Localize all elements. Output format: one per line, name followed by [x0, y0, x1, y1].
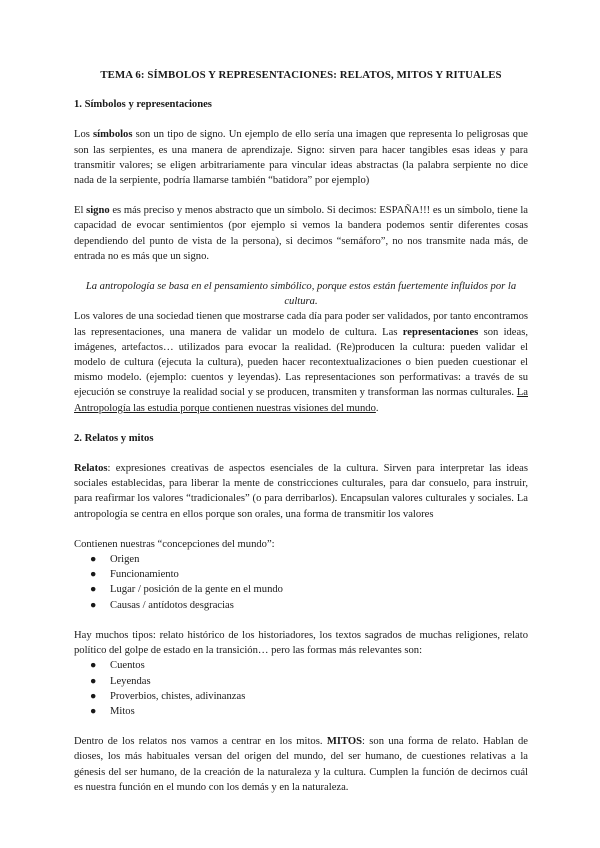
list-item-text: Origen — [110, 554, 140, 566]
paragraph-text: Los valores de una sociedad tienen que mostrarse cada día para poder ser validados, por tanto encontramos las representaciones, una manera de validar un modelo de cultura. Las — [74, 311, 528, 338]
section-heading-simbolos: 1. Símbolos y representaciones — [74, 99, 212, 111]
paragraph-mitos — [74, 734, 528, 795]
page-title: TEMA 6: SÍMBOLOS Y REPRESENTACIONES: RELATOS, MITOS Y RITUALES — [100, 69, 502, 81]
underlined-statement: La Antropología las estudia porque contienen nuestras visiones del mundo — [74, 387, 528, 414]
paragraph-text: : expresiones creativas de aspectos esenciales de la cultura. Sirven para interpretar las ideas sociales establecidas, para liberar la mente de constricciones culturales, para dar consuelo, para instruir, para reafirmar los valores “tradicionales” (o para derribarlos). Encapsulan valores culturales y sociales. La antropología se centra en ellos porque son orales, una forma de transmitir los valores — [74, 463, 528, 520]
paragraph-text: El — [74, 205, 87, 217]
paragraph-text: es más preciso y menos abstracto que un símbolo. Si decimos: ESPAÑA!!! es un símbolo, tiene la capacidad de evocar sentimientos (por ejemplo si vemos la bandera podemos sentir diferentes cosas dependiendo del punto de vista de la persona), si decimos “semáforo”, no nos transmite nada más, de entrada no es más que un signo. — [74, 205, 528, 262]
list-item — [74, 704, 528, 719]
list-item-text: Funcionamiento — [110, 569, 179, 581]
bullet-icon: ● — [90, 675, 97, 687]
list-item-text: Lugar / posición de la gente en el mundo — [110, 584, 283, 596]
bullet-icon: ● — [90, 554, 97, 566]
list-item — [74, 658, 528, 673]
paragraph-relatos — [74, 461, 528, 522]
list-item-text: Leyendas — [110, 675, 151, 687]
paragraph-simbolos — [74, 127, 528, 188]
bullet-icon: ● — [90, 705, 97, 717]
list-item — [74, 552, 528, 567]
paragraph-text: Dentro de los relatos nos vamos a centrar en los mitos. — [74, 736, 327, 748]
list-item — [74, 674, 528, 689]
list-intro-concepciones: Contienen nuestras “concepciones del mundo”: — [74, 538, 275, 550]
paragraph-representaciones — [74, 309, 528, 415]
bullet-icon: ● — [90, 660, 97, 672]
paragraph-signo — [74, 203, 528, 264]
list-item — [74, 689, 528, 704]
bullet-icon: ● — [90, 569, 97, 581]
paragraph-text: son ideas, imágenes, artefactos… utilizados para evocar la realidad. (Re)producen la cultura: pueden validar el modelo de cultura (ejecuta la cultura), pueden hacer recontextualizaciones o bien pueden cuestionar el mismo modelo. (ejemplo: cuentos y leyendas). Las representaciones son performativas: a través de su ejecución se construye la realidad social y se producen, transmiten y transforman las normas culturales. — [74, 326, 528, 399]
list-item-text: Cuentos — [110, 660, 145, 672]
bold-term-simbolos: símbolos — [93, 129, 133, 141]
list-intro-tipos: Hay muchos tipos: relato histórico de los historiadores, los textos sagrados de muchas religiones, relato político del golpe de estado en la transición… pero las formas más relevantes son: — [74, 629, 528, 657]
bullet-icon: ● — [90, 599, 97, 611]
bullet-icon: ● — [90, 584, 97, 596]
paragraph-text: Los — [74, 129, 94, 141]
paragraph-text: : son una forma de relato. Hablan de dioses, los más habituales versan del origen del mundo, del ser humano, de cuestiones relativas a la génesis del ser humano, de la creación de la naturaleza y la cultura. Cumplen la función de decirnos cuál es nuestra función en el mundo con los demás y en la naturaleza. — [74, 736, 528, 793]
bold-term-representaciones: representaciones — [402, 326, 479, 338]
list-item-text: Proverbios, chistes, adivinanzas — [110, 690, 246, 702]
bullet-list-concepciones — [74, 552, 528, 613]
list-item-text: Causas / antídotos desgracias — [110, 599, 234, 611]
list-item — [74, 582, 528, 597]
list-item-text: Mitos — [110, 705, 135, 717]
bullet-icon: ● — [90, 690, 97, 702]
bullet-list-tipos — [74, 658, 528, 719]
bold-term-signo: signo — [86, 205, 110, 217]
list-item — [74, 598, 528, 613]
document-page — [74, 68, 528, 810]
paragraph-text: . — [375, 402, 379, 414]
italic-quote: La antropología se basa en el pensamiento simbólico, porque estos están fuertemente influidos por la cultura. — [85, 281, 517, 308]
section-heading-relatos: 2. Relatos y mitos — [74, 432, 154, 444]
bold-term-relatos: Relatos — [74, 463, 108, 475]
paragraph-text: son un tipo de signo. Un ejemplo de ello sería una imagen que representa lo peligrosas que son las serpientes, es una manera de aprendizaje. Signo: sirven para hacer tangibles esas ideas y para transmitir valores; se eligen arbitrariamente para vincular ideas abstractas (la palabra serpiente no dice nada de la serpiente, podría llamarse también “batidora” por ejemplo) — [74, 129, 528, 187]
list-item — [74, 567, 528, 582]
bold-term-mitos: MITOS — [326, 736, 362, 748]
